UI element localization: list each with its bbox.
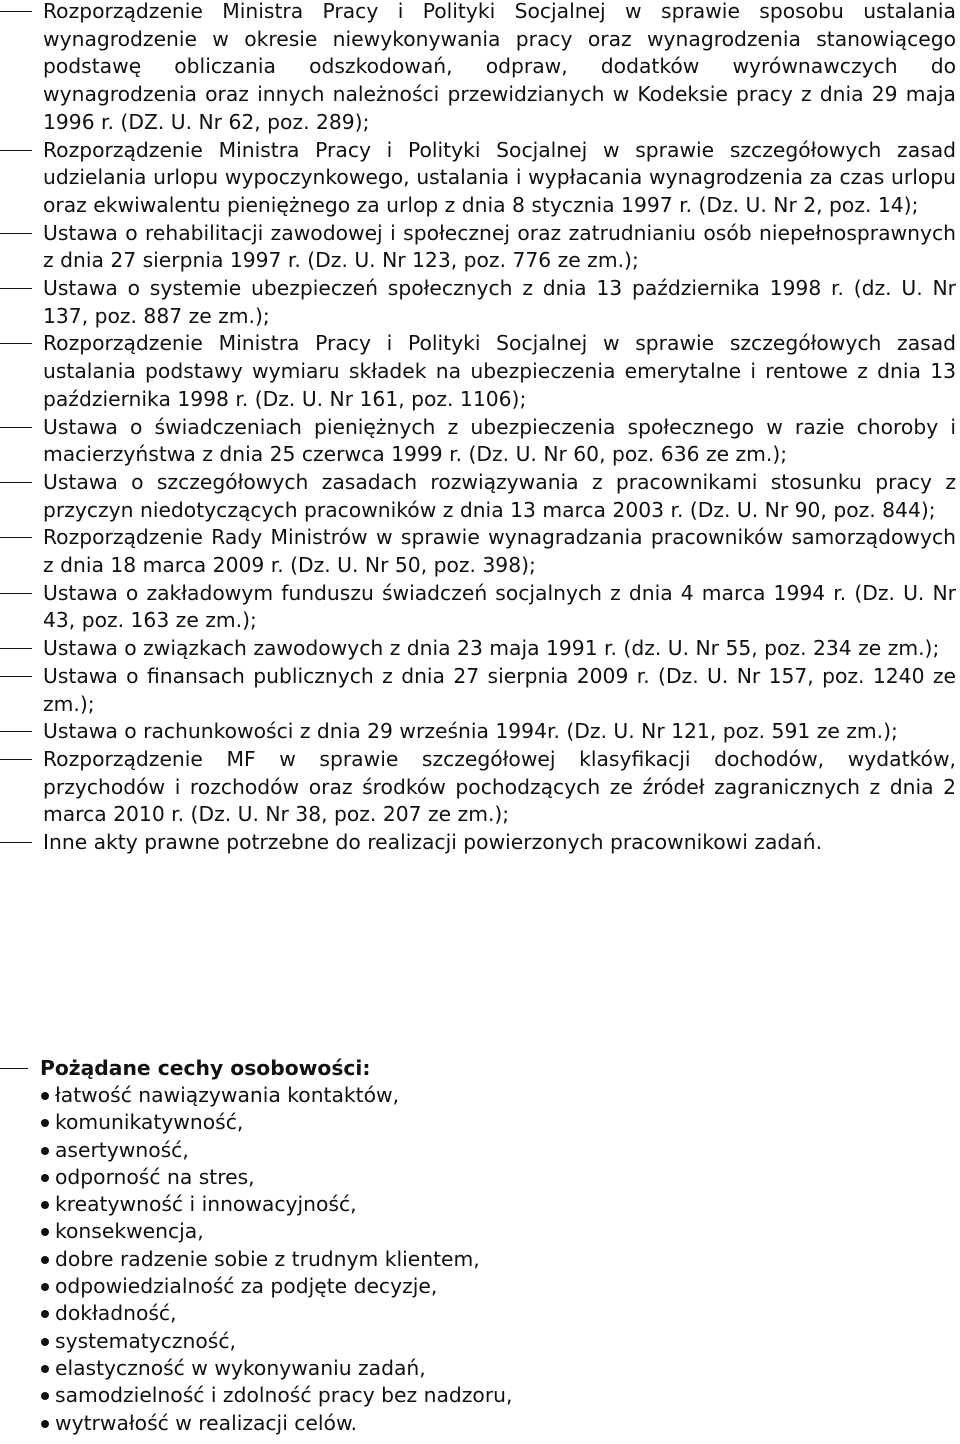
dash-marker [0, 1068, 28, 1069]
legal-act-item [0, 580, 960, 635]
trait-item [0, 1410, 960, 1437]
dash-marker [0, 759, 32, 760]
trait-item [0, 1164, 960, 1191]
dash-marker [0, 288, 32, 289]
trait-item [0, 1191, 960, 1218]
legal-act-item [0, 275, 960, 330]
trait-text: odpowiedzialność za podjęte decyzje, [55, 1274, 438, 1299]
dash-marker [0, 482, 32, 483]
legal-act-text: Ustawa o systemie ubezpieczeń społecznych z dnia 13 października 1998 r. (dz. U. Nr 137, poz. 887 ze zm.); [43, 276, 956, 328]
trait-text: odporność na stres, [55, 1164, 255, 1189]
bullet-icon [41, 1147, 49, 1155]
trait-text: systematyczność, [55, 1328, 236, 1353]
legal-act-text: Rozporządzenie Rady Ministrów w sprawie wynagradzania pracowników samorządowych z dnia 18 marca 2009 r. (Dz. U. Nr 50, poz. 398); [43, 525, 956, 578]
trait-text: dobre radzenie sobie z trudnym klientem, [55, 1246, 480, 1271]
dash-marker [0, 593, 32, 594]
legal-act-item [0, 220, 960, 275]
legal-act-text: Ustawa o związkach zawodowych z dnia 23 maja 1991 r. (dz. U. Nr 55, poz. 234 ze zm.); [43, 636, 940, 661]
dash-marker [0, 676, 32, 677]
legal-act-item [0, 746, 960, 829]
legal-act-item [0, 469, 960, 524]
trait-item [0, 1300, 960, 1327]
bullet-icon [41, 1119, 49, 1127]
trait-item [0, 1328, 960, 1355]
legal-act-text: Ustawa o szczegółowych zasadach rozwiązywania z pracownikami stosunku pracy z przyczyn niedotyczących pracowników z dnia 13 marca 2003 r. (Dz. U. Nr 90, poz. 844); [43, 469, 956, 522]
traits-heading-text: Pożądane cechy osobowości: [40, 1056, 371, 1080]
bullet-icon [41, 1283, 49, 1291]
legal-act-item [0, 414, 960, 469]
legal-act-text: Rozporządzenie MF w sprawie szczegółowej klasyfikacji dochodów, wydatków, przychodów i rozchodów oraz środków pochodzących ze źródeł zagranicznych z dnia 2 marca 2010 r. (Dz. U. Nr 38, poz. 207 ze zm.); [43, 746, 956, 827]
legal-act-text: Ustawa o świadczeniach pieniężnych z ubezpieczenia społecznego w razie choroby i macierzyństwa z dnia 25 czerwca 1999 r. (Dz. U. Nr 60, poz. 636 ze zm.); [43, 414, 956, 467]
legal-act-text: Ustawa o rachunkowości z dnia 29 września 1994r. (Dz. U. Nr 121, poz. 591 ze zm.); [43, 719, 898, 744]
dash-marker [0, 233, 32, 234]
legal-act-text: Rozporządzenie Ministra Pracy i Polityki Socjalnej w sprawie szczegółowych zasad udzielania urlopu wypoczynkowego, ustalania i wypłacania wynagrodzenia za czas urlopu oraz ekwiwalentu pieniężnego za urlop z dnia 8 stycznia 1997 r. (Dz. U. Nr 2, poz. 14); [43, 137, 956, 217]
dash-marker [0, 648, 32, 649]
legal-act-item [0, 829, 960, 857]
bullet-icon [41, 1201, 49, 1209]
legal-act-item [0, 330, 960, 413]
trait-text: asertywność, [55, 1137, 189, 1162]
trait-item [0, 1109, 960, 1136]
trait-text: dokładność, [55, 1301, 177, 1326]
trait-text: elastyczność w wykonywaniu zadań, [55, 1355, 426, 1380]
bullet-icon [41, 1092, 49, 1100]
legal-act-text: Rozporządzenie Ministra Pracy i Polityki Socjalnej w sprawie szczegółowych zasad ustalania podstawy wymiaru składek na ubezpieczenia emerytalne i rentowe z dnia 13 października 1998 r. (Dz. U. Nr 161, poz. 1106); [43, 331, 956, 411]
trait-text: kreatywność i innowacyjność, [55, 1192, 357, 1217]
bullet-icon [41, 1338, 49, 1346]
trait-item [0, 1137, 960, 1164]
trait-item [0, 1355, 960, 1382]
traits-heading [0, 1054, 960, 1082]
legal-act-item [0, 718, 960, 746]
trait-text: łatwość nawiązywania kontaktów, [55, 1083, 400, 1107]
trait-item [0, 1382, 960, 1409]
trait-item [0, 1246, 960, 1273]
trait-item [0, 1273, 960, 1300]
dash-marker [0, 427, 32, 428]
trait-text: komunikatywność, [55, 1110, 244, 1135]
dash-marker [0, 11, 32, 12]
legal-act-item [0, 0, 960, 137]
bullet-icon [41, 1228, 49, 1236]
trait-item [0, 1082, 960, 1109]
dash-marker [0, 731, 32, 732]
bullet-icon [41, 1310, 49, 1318]
legal-act-text: Inne akty prawne potrzebne do realizacji powierzonych pracownikowi zadań. [43, 830, 823, 855]
dash-marker [0, 343, 32, 344]
bullet-icon [41, 1174, 49, 1182]
bullet-icon [41, 1420, 49, 1428]
bullet-icon [41, 1392, 49, 1400]
trait-text: wytrwałość w realizacji celów. [55, 1410, 358, 1435]
trait-item [0, 1218, 960, 1245]
legal-act-text: Ustawa o finansach publicznych z dnia 27 sierpnia 2009 r. (Dz. U. Nr 157, poz. 1240 ze zm.); [43, 663, 956, 716]
legal-act-text: Ustawa o rehabilitacji zawodowej i społecznej oraz zatrudnianiu osób niepełnosprawnych z dnia 27 sierpnia 1997 r. (Dz. U. Nr 123, poz. 776 ze zm.); [43, 220, 956, 273]
legal-act-item [0, 524, 960, 579]
personality-traits-section [0, 1054, 960, 1437]
trait-text: samodzielność i zdolność pracy bez nadzoru, [55, 1383, 513, 1408]
legal-act-item [0, 137, 960, 220]
trait-text: konsekwencja, [55, 1219, 204, 1244]
dash-marker [0, 842, 32, 843]
legal-act-item [0, 663, 960, 718]
traits-list [0, 1082, 960, 1437]
dash-marker [0, 150, 32, 151]
legal-act-text: Rozporządzenie Ministra Pracy i Polityki Socjalnej w sprawie sposobu ustalania wynagrodzenie w okresie niewykonywania pracy oraz wynagrodzenia stanowiącego podstawę obliczania odszkodowań, odpraw, dodatków wyrównawczych do wynagrodzenia oraz innych należności przewidzianych w Kodeksie pracy z dnia 29 maja 1996 r. (DZ. U. Nr 62, poz. 289); [43, 0, 956, 134]
legal-act-text: Ustawa o zakładowym funduszu świadczeń socjalnych z dnia 4 marca 1994 r. (Dz. U. Nr 43, poz. 163 ze zm.); [43, 580, 956, 633]
bullet-icon [41, 1365, 49, 1373]
bullet-icon [41, 1256, 49, 1264]
legal-act-item [0, 635, 960, 663]
dash-marker [0, 537, 32, 538]
